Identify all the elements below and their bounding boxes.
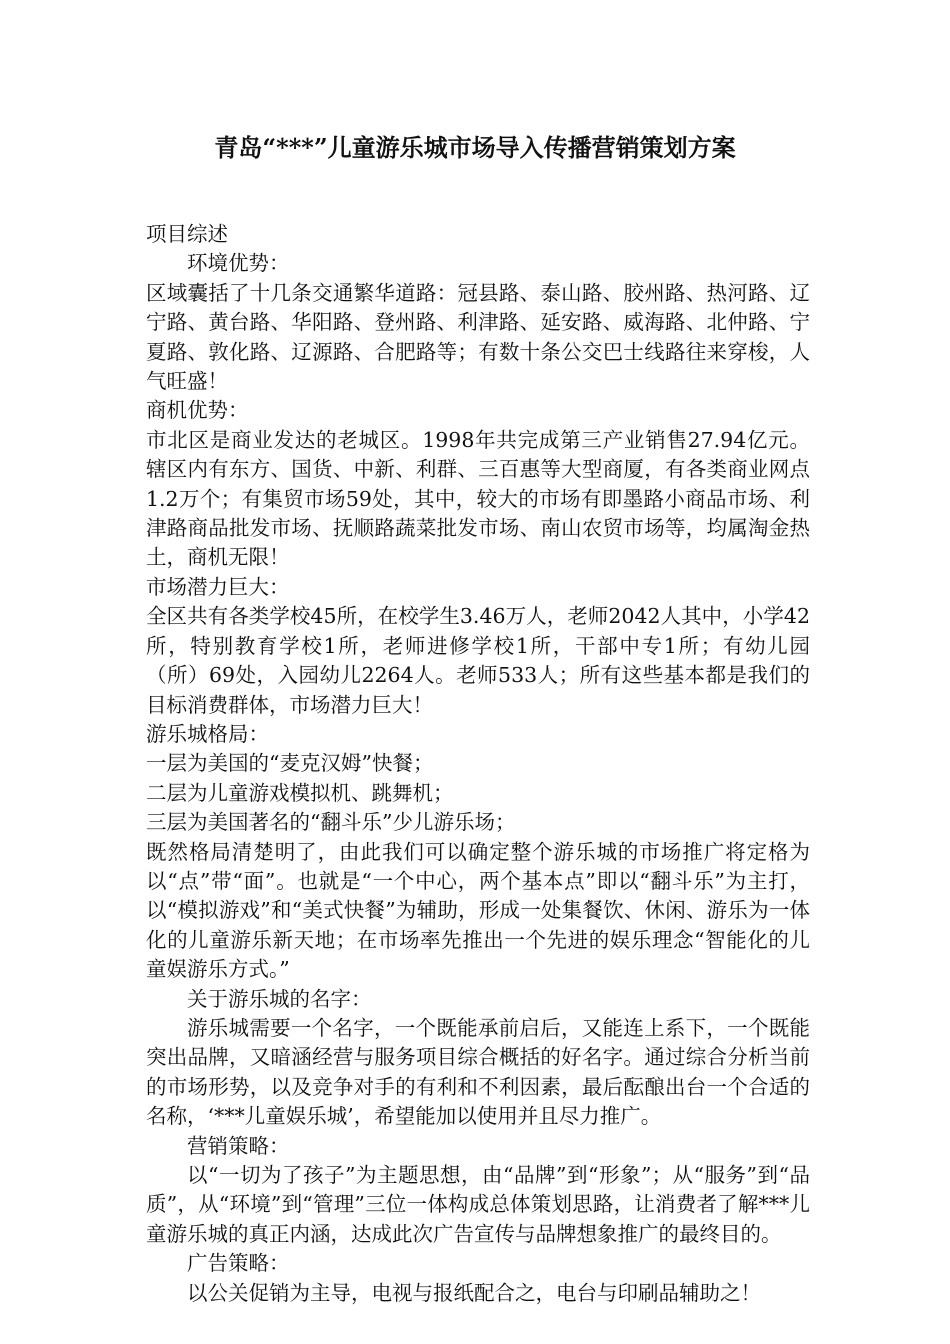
document-body [146,220,810,1308]
document-paragraph: 商机优势： [146,398,249,423]
document-paragraph: 项目综述 [146,222,228,246]
document-paragraph: 环境优势： [187,251,290,276]
document-paragraph: 区域囊括了十几条交通繁华道路：冠县路、泰山路、胶州路、热河路、辽宁路、黄台路、华阳路、登州路、利津路、延安路、威海路、北仲路、宁夏路、敦化路、辽源路、合肥路等；有数十条公交巴士线路往来穿梭，人气旺盛！ [146,280,810,394]
document-paragraph: 市场潜力巨大： [146,574,290,599]
document-paragraph: 以公关促销为主导，电视与报纸配合之，电台与印刷品辅助之！ [187,1280,761,1305]
document-paragraph: 游乐城格局： [146,721,269,746]
document-paragraph: 既然格局清楚明了，由此我们可以确定整个游乐城的市场推广将定格为以“点”带“面”。也就是“一个中心，两个基本点”即以“翻斗乐”为主打，以“模拟游戏”和“美式快餐”为辅助，形成一处集餐饮、休闲、游乐为一体化的儿童游乐新天地；在市场率先推出一个先进的娱乐理念“智能化的儿童娱游乐方式。” [146,839,810,982]
document-title: 青岛“***”儿童游乐城市场导入传播营销策划方案 [214,133,736,162]
document-paragraph: 营销策略： [187,1133,290,1158]
document-paragraph: 游乐城需要一个名字，一个既能承前启后，又能连上系下，一个既能突出品牌，又暗涵经营与服务项目综合概括的好名字。通过综合分析当前的市场形势，以及竞争对手的有利和不利因素，最后酝酿出台一个合适的名称，‘***儿童娱乐城’，希望能加以使用并且尽力推广。 [146,1015,810,1129]
document-paragraph: 全区共有各类学校45所，在校学生3.46万人，老师2042人其中，小学42所，特别教育学校1所，老师进修学校1所，干部中专1所；有幼儿园（所）69处，入园幼儿2264人。老师533人；所有这些基本都是我们的目标消费群体，市场潜力巨大！ [146,604,810,717]
document-paragraph: 关于游乐城的名字： [187,986,372,1011]
document-paragraph: 广告策略： [187,1251,290,1276]
document-paragraph: 二层为儿童游戏模拟机、跳舞机； [146,780,454,805]
document-paragraph: 市北区是商业发达的老城区。1998年共完成第三产业销售27.94亿元。辖区内有东方、国货、中新、利群、三百惠等大型商厦，有各类商业网点1.2万个；有集贸市场59处，其中，较大的市场有即墨路小商品市场、利津路商品批发市场、抚顺路蔬菜批发市场、南山农贸市场等，均属淘金热土，商机无限！ [146,427,810,570]
document-paragraph: 一层为美国的“麦克汉姆”快餐； [146,751,434,776]
document-paragraph: 以“一切为了孩子”为主题思想，由“品牌”到“形象”；从“服务”到“品质”，从“环境”到“管理”三位一体构成总体策划思路，让消费者了解***儿童游乐城的真正内涵，达成此次广告宣传与品牌想象推广的最终目的。 [146,1163,810,1246]
document-paragraph: 三层为美国著名的“翻斗乐”少儿游乐场； [146,810,516,835]
